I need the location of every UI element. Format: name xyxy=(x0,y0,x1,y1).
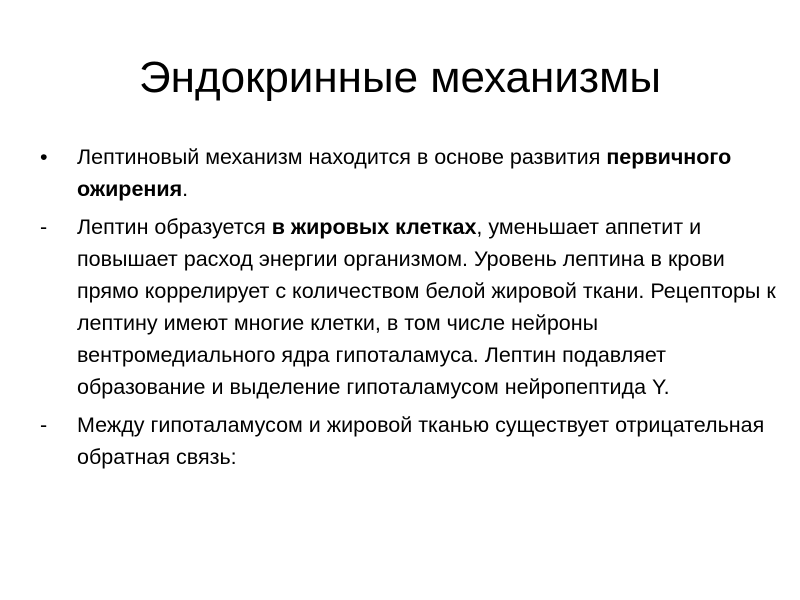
dash-marker-icon: - xyxy=(40,413,48,437)
bullet-bold-text: в жировых клетках xyxy=(271,215,477,239)
bullet-item-leptin-formation xyxy=(40,211,780,403)
bullet-list xyxy=(40,141,780,479)
dash-marker-icon: - xyxy=(40,215,48,239)
bullet-text-end: , уменьшает аппетит и повышает расход энергии организмом. Уровень лептина в крови прямо коррелирует с количеством белой жировой ткани. Рецепторы к лептину имеют многие клетки, в том числе нейроны вентромедиального ядра гипоталамуса. Лептин подавляет образование и выделение гипоталамусом нейропептида Y. xyxy=(77,215,776,399)
bullet-item-feedback xyxy=(40,409,780,473)
bullet-bold-text: первичного ожирения xyxy=(77,145,732,201)
slide-title: Эндокринные механизмы xyxy=(139,53,661,102)
bullet-dot-icon: • xyxy=(40,145,48,169)
bullet-item-leptin-mechanism xyxy=(40,141,780,205)
bullet-text-end: . xyxy=(182,177,189,201)
bullet-text: Лептиновый механизм находится в основе развития xyxy=(77,145,607,169)
bullet-text: Лептин образуется xyxy=(77,215,272,239)
bullet-text: Между гипоталамусом и жировой тканью существует отрицательная обратная связь: xyxy=(77,413,765,469)
